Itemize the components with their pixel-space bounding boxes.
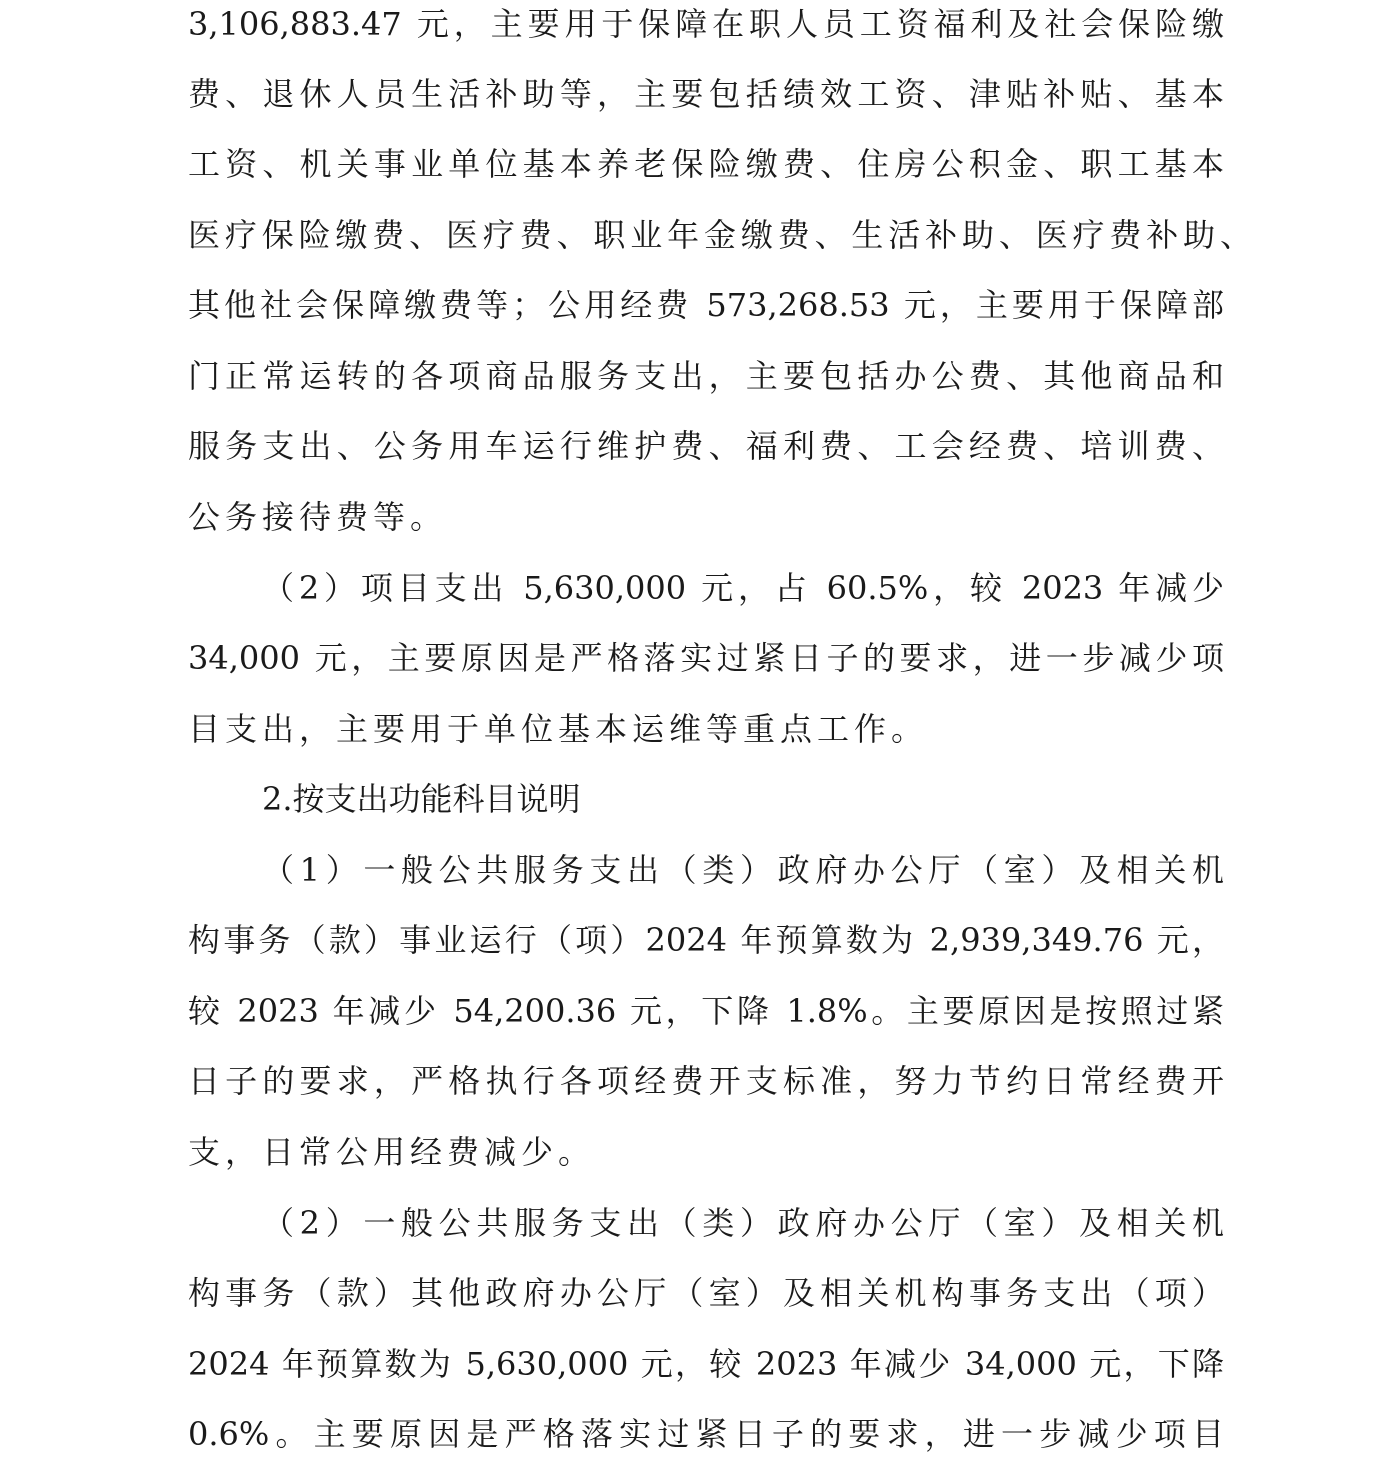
body-text-line: 34,000 元，主要原因是严格落实过紧日子的要求，进一步减少项 [188, 639, 1224, 677]
body-text-line: 门正常运转的各项商品服务支出，主要包括办公费、其他商品和 [188, 357, 1224, 395]
section-heading: 2.按支出功能科目说明 [262, 780, 581, 818]
body-text-line: 医疗保险缴费、医疗费、职业年金缴费、生活补助、医疗费补助、 [188, 216, 1252, 254]
body-text-line: 2024 年预算数为 5,630,000 元，较 2023 年减少 34,000 元，下降 [188, 1345, 1224, 1383]
body-text-line: 工资、机关事业单位基本养老保险缴费、住房公积金、职工基本 [188, 145, 1224, 183]
body-text-line: 构事务（款）其他政府办公厅（室）及相关机构事务支出（项） [188, 1274, 1224, 1312]
body-text-line: 服务支出、公务用车运行维护费、福利费、工会经费、培训费、 [188, 427, 1224, 465]
body-text-line: 0.6%。主要原因是严格落实过紧日子的要求，进一步减少项目 [188, 1415, 1224, 1453]
body-text-line: 3,106,883.47 元，主要用于保障在职人员工资福利及社会保险缴 [188, 5, 1224, 43]
body-text-line: 其他社会保障缴费等；公用经费 573,268.53 元，主要用于保障部 [188, 286, 1224, 324]
body-text-line: 日子的要求，严格执行各项经费开支标准，努力节约日常经费开 [188, 1062, 1224, 1100]
body-text-line: 费、退休人员生活补助等，主要包括绩效工资、津贴补贴、基本 [188, 75, 1224, 113]
body-text-line: 较 2023 年减少 54,200.36 元，下降 1.8%。主要原因是按照过紧 [188, 992, 1224, 1030]
body-text-line: 目支出，主要用于单位基本运维等重点工作。 [188, 710, 929, 748]
paragraph-first-line: （2）项目支出 5,630,000 元，占 60.5%，较 2023 年减少 [262, 569, 1224, 607]
paragraph-first-line: （2）一般公共服务支出（类）政府办公厅（室）及相关机 [262, 1204, 1224, 1242]
body-text-line: 构事务（款）事业运行（项）2024 年预算数为 2,939,349.76 元， [188, 921, 1224, 959]
body-text-line: 公务接待费等。 [188, 498, 448, 536]
paragraph-first-line: （1）一般公共服务支出（类）政府办公厅（室）及相关机 [262, 851, 1224, 889]
body-text-line: 支，日常公用经费减少。 [188, 1133, 596, 1171]
